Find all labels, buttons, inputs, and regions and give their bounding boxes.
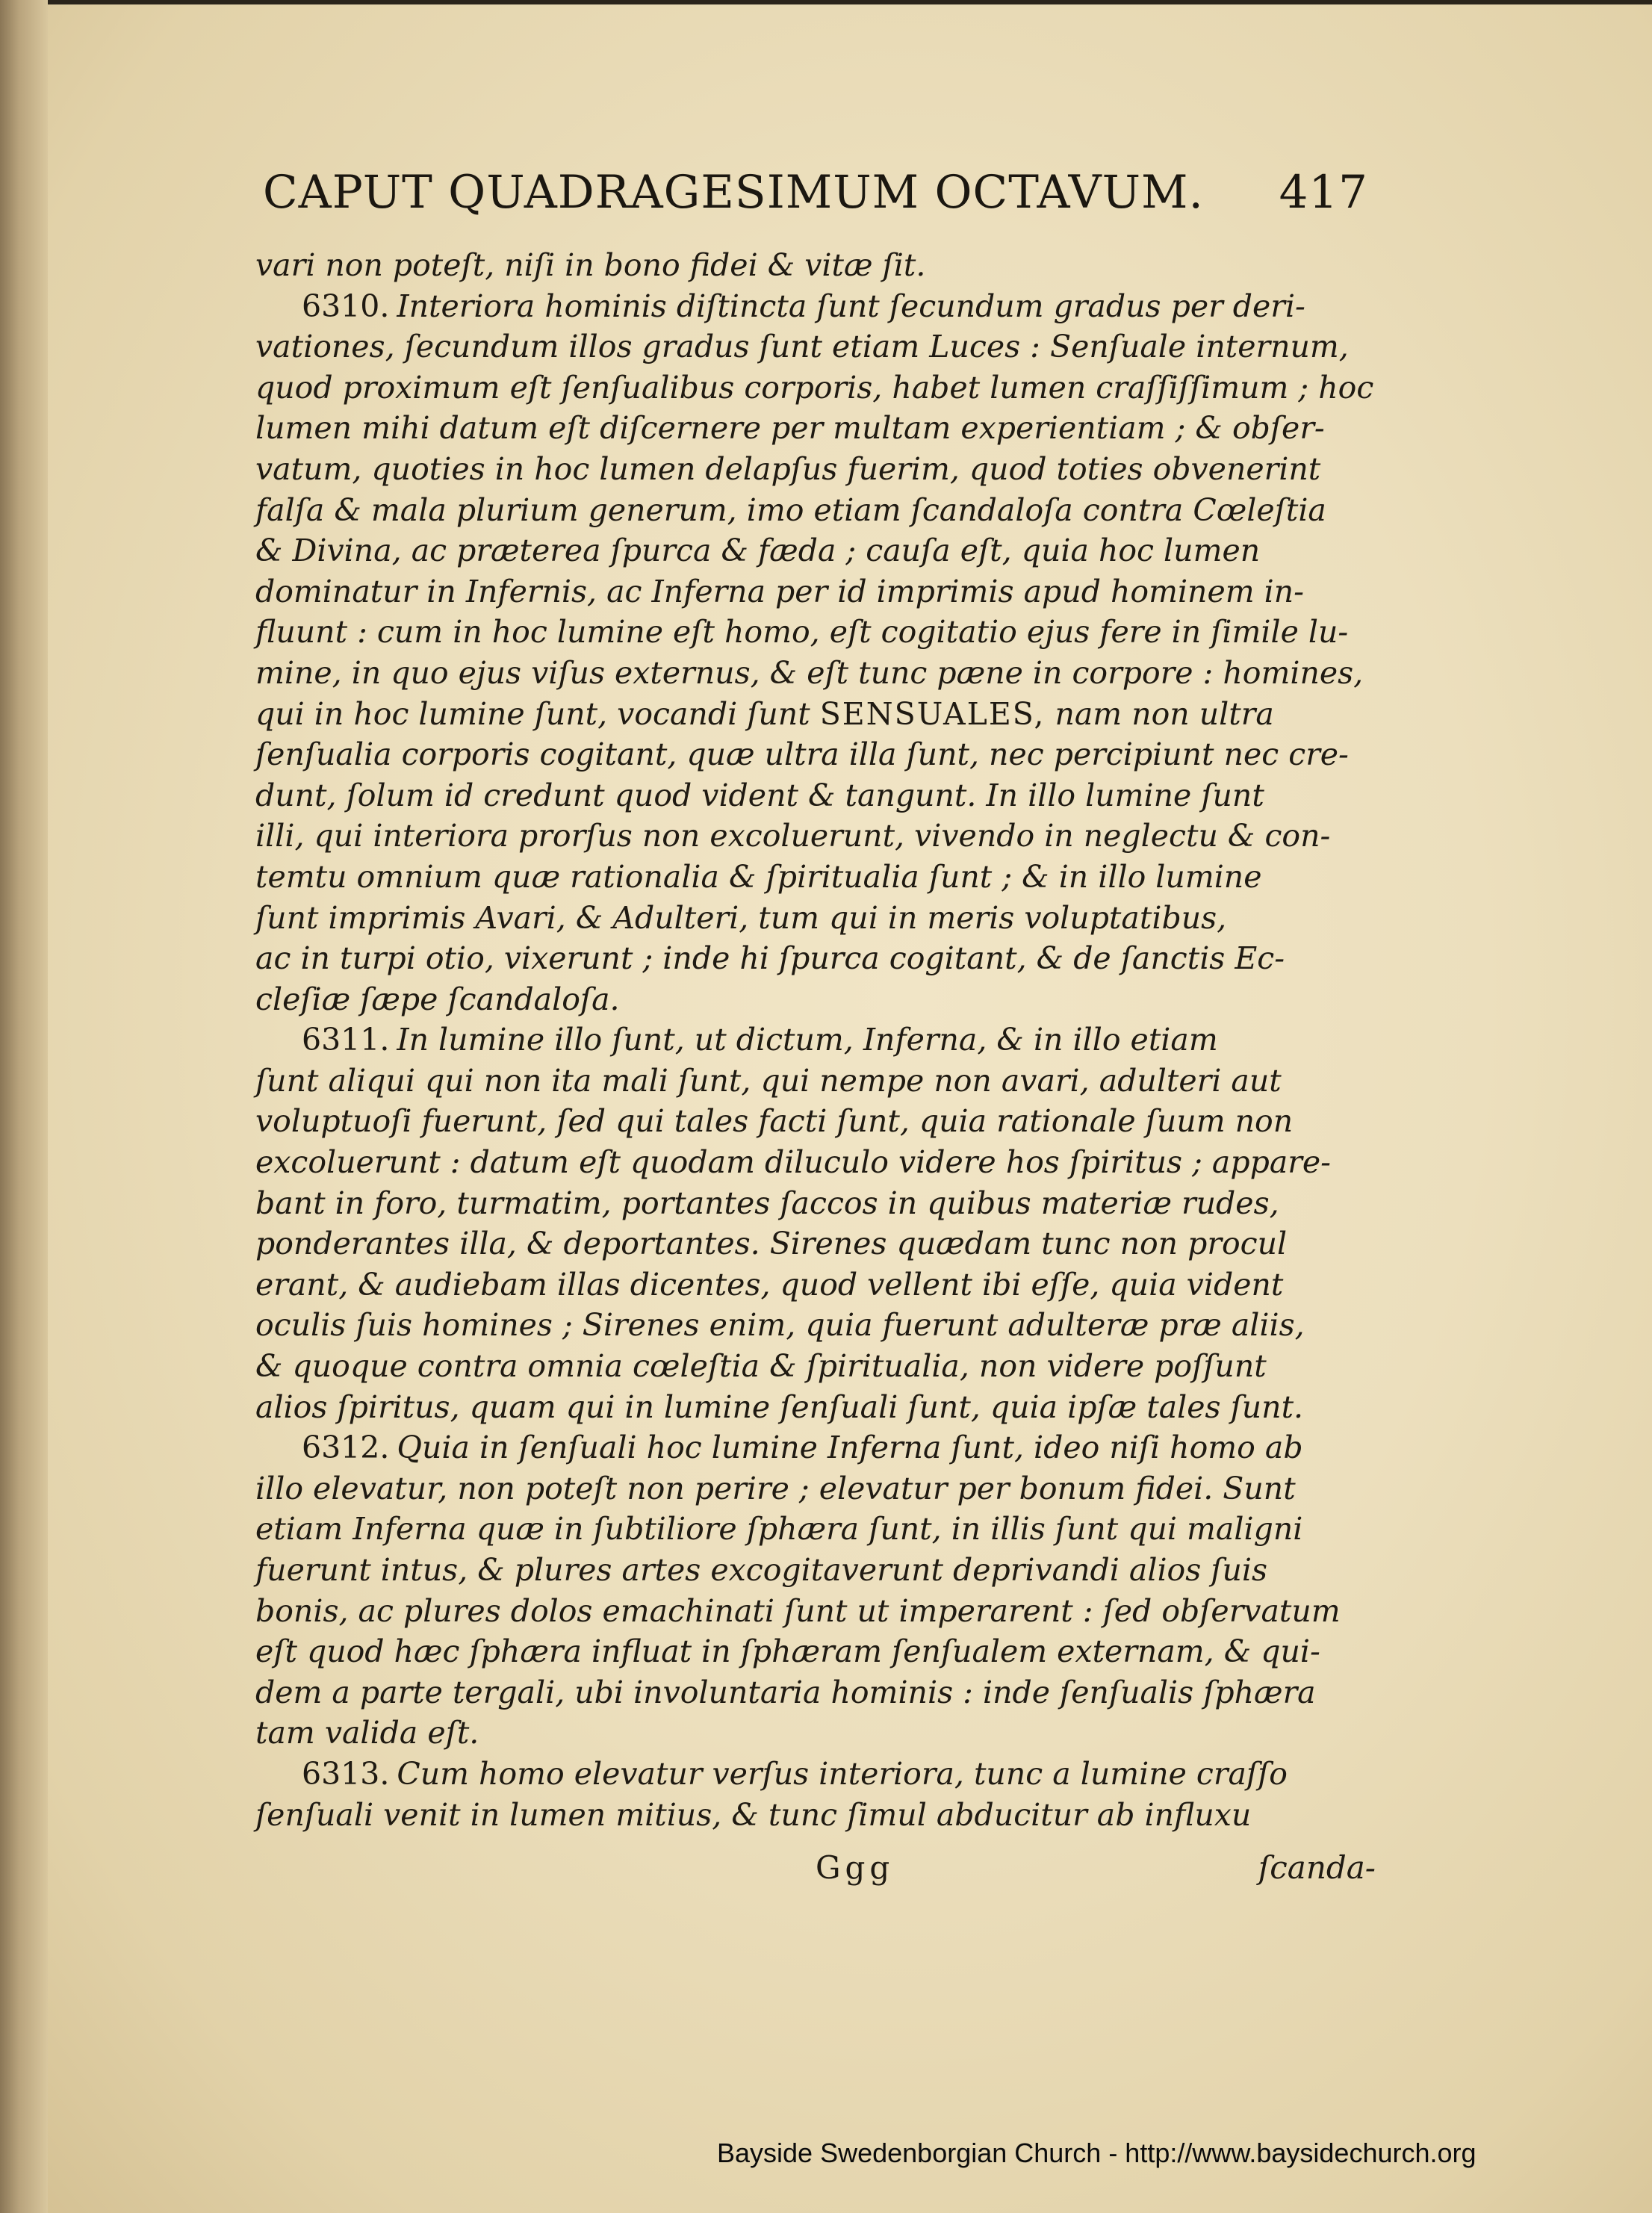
line-text: ſunt imprimis Avari, & Adulteri, tum qui in meris voluptatibus, [255,899,1227,936]
text-line [255,1223,1376,1264]
text-line [255,979,1376,1020]
line-text: ponderantes illa, & deportantes. Sirenes quædam tunc non procul [255,1226,1288,1262]
line-text: bant in foro, turmatim, portantes ſaccos in quibus materiæ rudes, [255,1185,1279,1221]
line-text: fuerunt intus, & plures artes excogitaverunt deprivandi alios ſuis [255,1552,1268,1588]
line-text: Quia in ſenſuali hoc lumine Inferna ſunt, ideo niſi homo ab [397,1430,1303,1466]
text-line [255,1305,1376,1346]
line-text: temtu omnium quæ rationalia & ſpiritualia ſunt ; & in illo lumine [255,858,1262,895]
watermark-text: Bayside Swedenborgian Church - http://www.baysidechurch.org [717,2138,1476,2168]
text-line [255,1509,1376,1550]
text-line [255,1754,1376,1795]
line-text: ſenſuali venit in lumen mitius, & tunc ſimul abducitur ab influxu [255,1796,1252,1833]
line-text: & Divina, ac præterea ſpurca & fæda ; cauſa eſt, quia hoc lumen [255,533,1261,569]
text-line [255,1427,1376,1468]
line-text: dem a parte tergali, ubi involuntaria hominis : inde ſenſualis ſphæra [255,1674,1316,1710]
line-text: In lumine illo ſunt, ut dictum, Inferna, & in illo etiam [397,1022,1218,1058]
text-line [255,938,1376,979]
text-line [255,326,1376,367]
chapter-title: CAPUT QUADRAGESIMUM OCTAVUM. [263,166,1204,219]
line-text: excoluerunt : datum eſt quodam diluculo videre hos ſpiritus ; appare- [255,1144,1332,1181]
line-text: quod proximum eſt ſenſualibus corporis, habet lumen craſſiſſimum ; hoc [255,369,1374,406]
line-text: dunt, ſolum id credunt quod vident & tangunt. In illo lumine ſunt [255,777,1264,813]
text-line [255,408,1376,449]
page-footer [255,1849,1376,1894]
line-text: & quoque contra omnia cœleſtia & ſpiritualia, non videre poſſunt [255,1348,1267,1385]
text-line [255,1264,1376,1306]
line-text: cleſiæ ſæpe ſcandaloſa. [255,981,620,1017]
paragraph-number: 6312. [302,1430,390,1466]
line-text: alios ſpiritus, quam qui in lumine ſenſuali ſunt, quia ipſæ tales ſunt. [255,1388,1304,1425]
small-caps-term: SENSUALES, [819,695,1046,732]
signature-mark: Ggg [816,1849,895,1886]
text-line [255,1142,1376,1183]
line-text: vari non poteſt, niſi in bono fidei & vitæ ſit. [255,247,926,283]
page-number: 417 [1279,166,1368,219]
catchword: ſcanda- [1258,1849,1376,1886]
text-line [255,1183,1376,1224]
line-text: ac in turpi otio, vixerunt ; inde hi ſpurca cogitant, & de ſanctis Ec- [255,940,1285,977]
line-text: qui in hoc lumine ſunt, vocandi ſunt [255,695,820,732]
line-text: dominatur in Infernis, ac Inferna per id imprimis apud hominem in- [255,573,1305,609]
line-text: falſa & mala plurium generum, imo etiam ſcandaloſa contra Cœleſtia [255,491,1326,528]
text-line [255,898,1376,939]
line-text: ſenſualia corporis cogitant, quæ ultra illa ſunt, nec percipiunt nec cre- [255,736,1349,773]
text-line [255,1591,1376,1632]
line-text: lumen mihi datum eſt diſcernere per multam experientiam ; & obſer- [255,410,1325,447]
book-gutter-shadow [0,0,48,2213]
text-line [255,1346,1376,1387]
line-text: ſunt aliqui qui non ita mali ſunt, qui nempe non avari, adulteri aut [255,1062,1282,1099]
text-line [255,1550,1376,1591]
text-line [255,857,1376,898]
text-line [255,286,1376,327]
line-text: voluptuoſi fuerunt, ſed qui tales facti ſunt, quia rationale ſuum non [255,1103,1294,1140]
running-header [263,166,1368,233]
text-line [255,1713,1376,1754]
text-line [255,367,1376,409]
text-line [255,245,1376,286]
text-line [255,1631,1376,1672]
text-line [255,734,1376,775]
line-text: fluunt : cum in hoc lumine eſt homo, eſt cogitatio ejus fere in ſimile lu- [255,614,1349,651]
line-text: illi, qui interiora prorſus non excoluerunt, vivendo in neglectu & con- [255,818,1331,854]
text-line [255,1387,1376,1428]
text-line [255,1795,1376,1836]
text-line [255,816,1376,857]
line-text: vationes, ſecundum illos gradus ſunt etiam Luces : Senſuale internum, [255,329,1349,365]
scan-top-edge [0,0,1652,4]
paragraph-number: 6310. [302,288,390,324]
line-text: tam valida eſt. [255,1715,479,1751]
paragraph-number: 6313. [302,1755,390,1792]
text-line [255,775,1376,816]
text-line [255,653,1376,694]
text-line [255,1019,1376,1061]
text-line [255,530,1376,571]
text-line [255,694,1376,735]
text-line [255,1468,1376,1509]
body-text [255,245,1376,1835]
line-text: eſt quod hæc ſphæra influat in ſphæram ſenſualem externam, & qui- [255,1633,1320,1670]
line-text: mine, in quo ejus viſus externus, & eſt tunc pæne in corpore : homines, [255,654,1364,691]
line-text: erant, & audiebam illas dicentes, quod vellent ibi eſſe, quia vident [255,1266,1284,1303]
line-text: Interiora hominis diſtincta ſunt ſecundum gradus per deri- [397,288,1305,324]
line-text: Cum homo elevatur verſus interiora, tunc a lumine craſſo [397,1755,1288,1792]
text-line [255,612,1376,653]
line-text-continued: nam non ultra [1045,695,1274,732]
text-line [255,1672,1376,1713]
text-line [255,449,1376,490]
text-line [255,1061,1376,1102]
line-text: illo elevatur, non poteſt non perire ; elevatur per bonum fidei. Sunt [255,1470,1296,1506]
line-text: oculis ſuis homines ; Sirenes enim, quia fuerunt adulteræ præ aliis, [255,1307,1305,1344]
line-text: vatum, quoties in hoc lumen delapſus fuerim, quod toties obvenerint [255,450,1321,487]
text-line [255,571,1376,612]
text-line [255,1101,1376,1142]
paragraph-number: 6311. [302,1022,390,1058]
line-text: bonis, ac plures dolos emachinati ſunt ut imperarent : ſed obſervatum [255,1592,1341,1629]
line-text: etiam Inferna quæ in ſubtiliore ſphæra ſunt, in illis ſunt qui maligni [255,1511,1303,1548]
text-line [255,490,1376,531]
